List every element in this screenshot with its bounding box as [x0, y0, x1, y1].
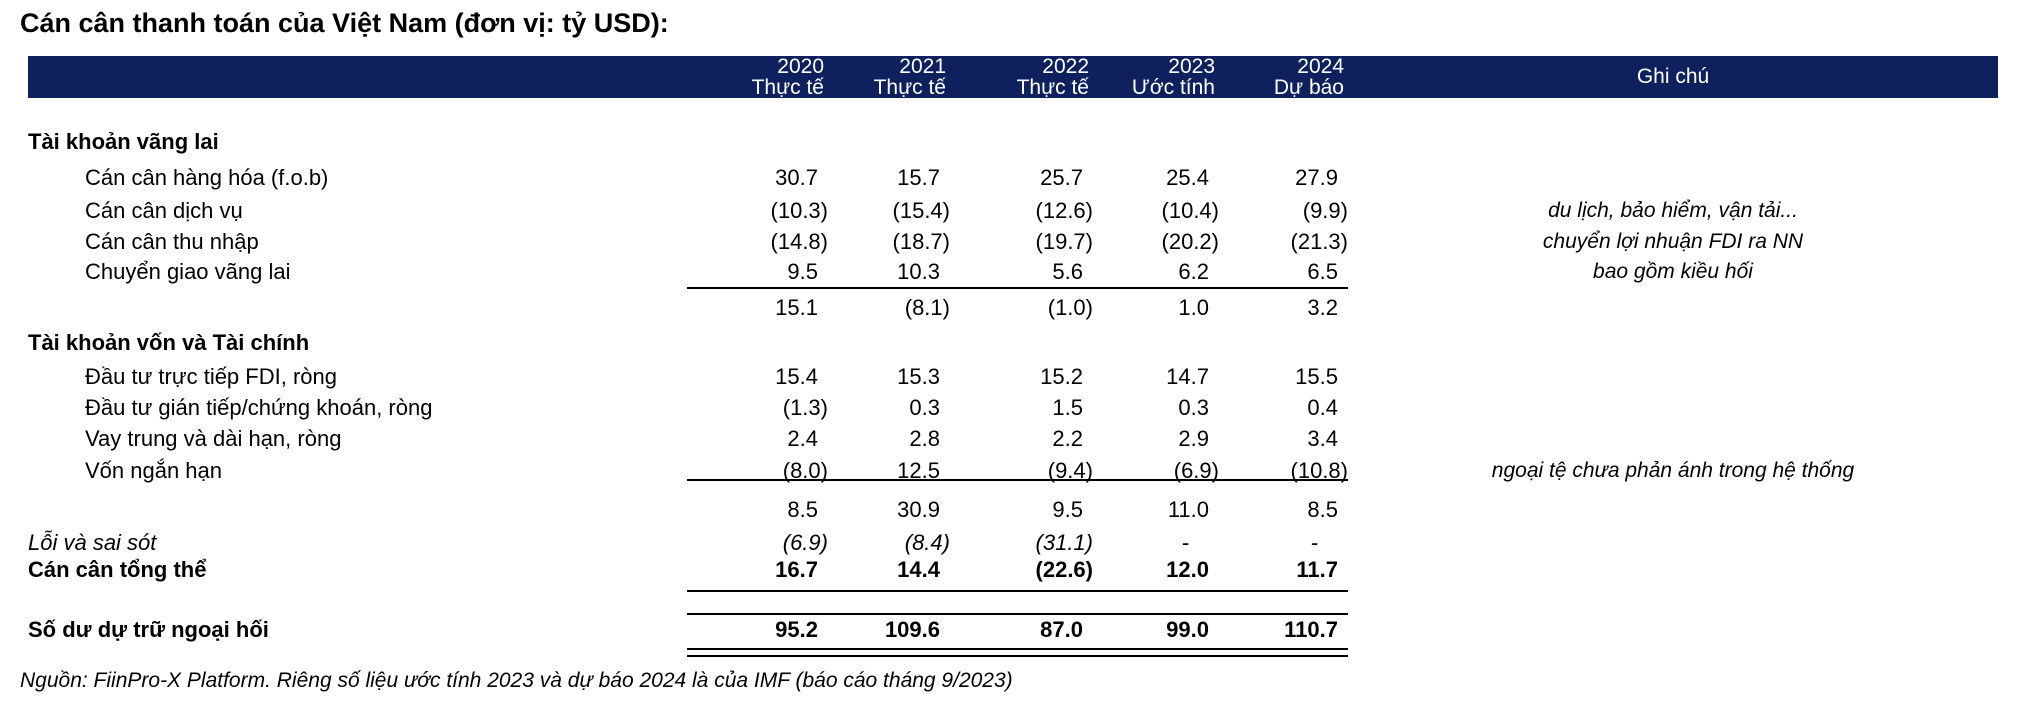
value-cell: 8.5: [1307, 497, 1338, 522]
value-cell: (19.7): [1035, 229, 1093, 254]
table-row: [28, 557, 1998, 583]
value-cell: (1.3): [782, 395, 828, 420]
row-label: Tài khoản vãng lai: [28, 129, 219, 154]
value-cell: (6.9): [1173, 458, 1219, 483]
value-cell: 2.8: [909, 426, 940, 451]
value-cell: 2.9: [1178, 426, 1209, 451]
value-cell: 25.4: [1166, 165, 1209, 190]
value-cell: 109.6: [884, 617, 940, 642]
value-cell: 15.1: [775, 295, 818, 320]
value-cell: (18.7): [892, 229, 950, 254]
value-cell: 12.0: [1166, 557, 1209, 582]
value-cell: 0.3: [909, 395, 940, 420]
row-note: ngoại tệ chưa phản ánh trong hệ thống: [1491, 459, 1855, 482]
table-row: [28, 330, 1998, 356]
header-type-2023: Ước tính: [1131, 76, 1215, 99]
row-label: Vay trung và dài hạn, ròng: [85, 426, 342, 451]
value-cell: (8.0): [782, 458, 828, 483]
source-note: Nguồn: FiinPro-X Platform. Riêng số liệu ước tính 2023 và dự báo 2024 là của IMF (báo cáo tháng 9/2023): [20, 669, 1013, 692]
table-row: [28, 395, 1998, 421]
value-cell: 27.9: [1295, 165, 1338, 190]
table-row: [28, 426, 1998, 452]
row-label: Đầu tư trực tiếp FDI, ròng: [85, 364, 337, 389]
value-cell: 9.5: [787, 259, 818, 284]
value-cell: (20.2): [1161, 229, 1219, 254]
value-cell: 99.0: [1166, 617, 1209, 642]
table-rule-overall-balance: [687, 590, 1348, 592]
row-label: Số dư dự trữ ngoại hối: [28, 617, 269, 642]
row-label: Cán cân hàng hóa (f.o.b): [85, 165, 329, 190]
value-cell: (6.9): [782, 530, 828, 555]
header-notes-label: Ghi chú: [1636, 65, 1710, 88]
value-cell: (8.1): [904, 295, 950, 320]
table-rule-reserves-bottom: [687, 648, 1348, 657]
value-cell: (1.0): [1047, 295, 1093, 320]
table-row: [28, 165, 1998, 191]
table-row: [28, 229, 1998, 255]
value-cell: 87.0: [1040, 617, 1083, 642]
value-cell: (15.4): [892, 198, 950, 223]
value-cell: 15.4: [775, 364, 818, 389]
value-cell: (9.9): [1302, 198, 1348, 223]
value-cell: 25.7: [1040, 165, 1083, 190]
value-cell: -: [1181, 530, 1189, 555]
value-cell: 1.5: [1052, 395, 1083, 420]
page-title: Cán cân thanh toán của Việt Nam (đơn vị: tỷ USD):: [20, 8, 669, 38]
value-cell: (21.3): [1290, 229, 1348, 254]
value-cell: 15.7: [897, 165, 940, 190]
value-cell: (9.4): [1047, 458, 1093, 483]
row-label: Chuyển giao vãng lai: [85, 259, 291, 284]
value-cell: 15.3: [897, 364, 940, 389]
value-cell: (10.4): [1161, 198, 1219, 223]
header-year-2022: 2022: [1042, 55, 1089, 78]
value-cell: 6.5: [1307, 259, 1338, 284]
header-type-2024: Dự báo: [1273, 76, 1344, 99]
row-note: chuyển lợi nhuận FDI ra NN: [1542, 230, 1804, 253]
value-cell: 2.2: [1052, 426, 1083, 451]
table-row: [28, 617, 1998, 643]
table-row: [28, 364, 1998, 390]
value-cell: (10.3): [770, 198, 828, 223]
table-rule-reserves-top: [687, 613, 1348, 615]
value-cell: 3.2: [1307, 295, 1338, 320]
value-cell: (14.8): [770, 229, 828, 254]
value-cell: 30.9: [897, 497, 940, 522]
value-cell: (12.6): [1035, 198, 1093, 223]
table-rule-capital-account: [687, 479, 1348, 481]
value-cell: 3.4: [1307, 426, 1338, 451]
value-cell: 14.7: [1166, 364, 1209, 389]
value-cell: -: [1310, 530, 1318, 555]
value-cell: 1.0: [1178, 295, 1209, 320]
value-cell: 95.2: [775, 617, 818, 642]
value-cell: (10.8): [1290, 458, 1348, 483]
value-cell: 9.5: [1052, 497, 1083, 522]
value-cell: 30.7: [775, 165, 818, 190]
value-cell: 12.5: [897, 458, 940, 483]
row-label: Tài khoản vốn và Tài chính: [28, 330, 310, 355]
row-label: Lỗi và sai sót: [28, 530, 157, 555]
header-year-2024: 2024: [1297, 55, 1344, 78]
value-cell: 110.7: [1284, 617, 1338, 642]
value-cell: 8.5: [787, 497, 818, 522]
value-cell: 11.7: [1296, 557, 1338, 582]
header-type-2022: Thực tế: [1016, 76, 1089, 99]
row-label: Vốn ngắn hạn: [85, 458, 223, 483]
row-label: Đầu tư gián tiếp/chứng khoán, ròng: [85, 395, 433, 420]
value-cell: 15.5: [1295, 364, 1338, 389]
header-type-2020: Thực tế: [751, 76, 824, 99]
value-cell: (31.1): [1035, 530, 1093, 555]
value-cell: 0.3: [1178, 395, 1209, 420]
value-cell: 10.3: [897, 259, 940, 284]
value-cell: 2.4: [787, 426, 818, 451]
row-label: Cán cân dịch vụ: [85, 198, 243, 223]
table-row: [28, 259, 1998, 285]
table-row: [28, 198, 1998, 224]
table-rule-current-account: [687, 287, 1348, 289]
value-cell: 16.7: [775, 557, 818, 582]
header-year-2023: 2023: [1168, 55, 1215, 78]
row-note: bao gồm kiều hối: [1593, 260, 1753, 283]
header-year-2021: 2021: [899, 55, 946, 78]
table-row: [28, 530, 1998, 556]
value-cell: 5.6: [1052, 259, 1083, 284]
table-row: [28, 295, 1998, 321]
value-cell: 14.4: [897, 557, 940, 582]
row-label: Cán cân tổng thể: [28, 557, 207, 582]
table-header-bar: [28, 56, 1998, 98]
table-row: [28, 129, 1998, 155]
value-cell: 0.4: [1307, 395, 1338, 420]
value-cell: 15.2: [1040, 364, 1083, 389]
value-cell: 6.2: [1178, 259, 1209, 284]
value-cell: 11.0: [1167, 497, 1209, 522]
header-year-2020: 2020: [777, 55, 824, 78]
value-cell: (22.6): [1035, 557, 1093, 582]
header-type-2021: Thực tế: [873, 76, 946, 99]
value-cell: (8.4): [904, 530, 950, 555]
table-row: [28, 497, 1998, 523]
row-note: du lịch, bảo hiểm, vận tải...: [1548, 199, 1798, 222]
header-spacer: [28, 56, 560, 77]
row-label: Cán cân thu nhập: [85, 229, 259, 254]
